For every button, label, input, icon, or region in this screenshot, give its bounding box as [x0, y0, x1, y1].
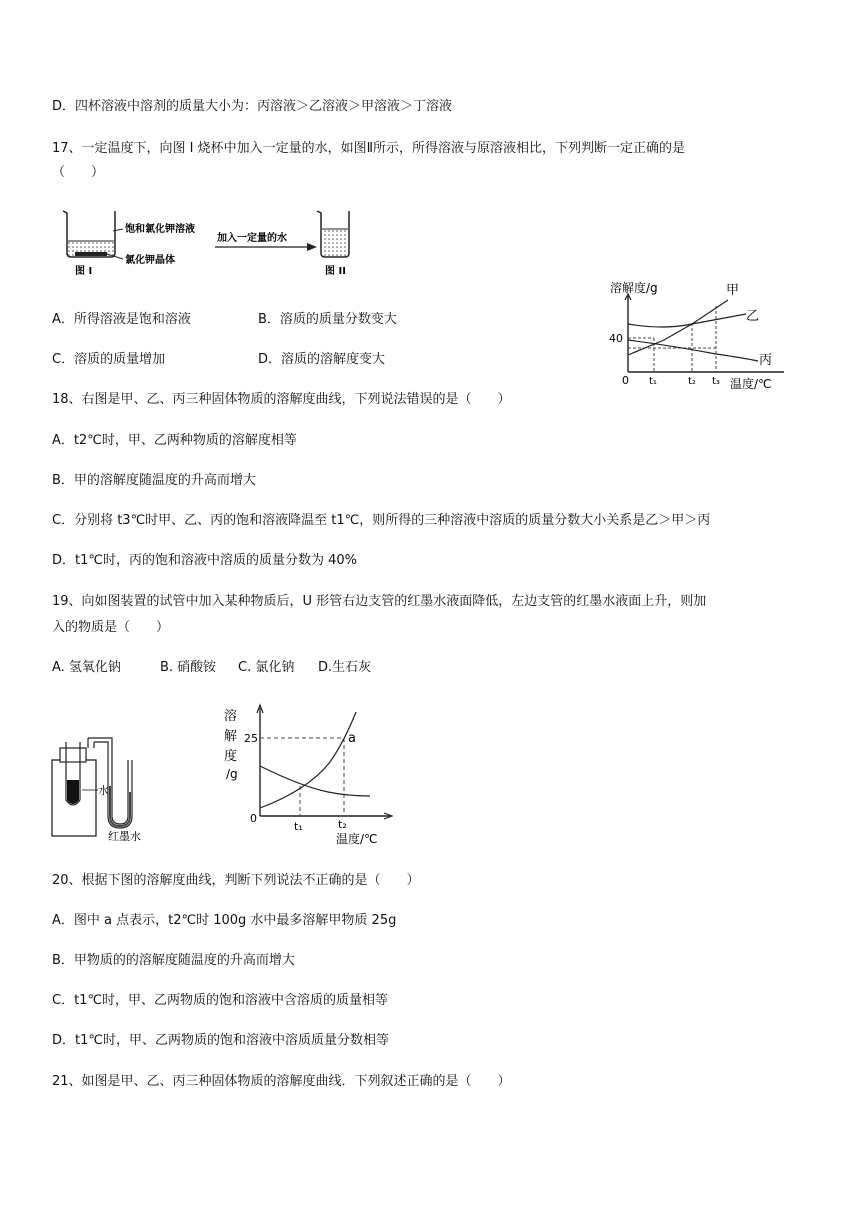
caption-figure-1: 图 I: [75, 266, 93, 275]
q17-stem-line1: 17、一定温度下，向图 I 烧杯中加入一定量的水，如图Ⅱ所示，所得溶液与原溶液相比，下列判断一定正确的是: [52, 141, 686, 156]
q18-stem: 18、右图是甲、乙、丙三种固体物质的溶解度曲线，下列说法错误的是（ ）: [52, 392, 511, 407]
q20-origin: 0: [250, 812, 257, 825]
q18-option-c: C．分别将 t3℃时甲、乙、丙的饱和溶液降温至 t1℃，则所得的三种溶液中溶质的质量分数大小关系是乙＞甲＞丙: [52, 513, 711, 528]
beaker-2: [317, 211, 349, 257]
q18-tick-t3: t₃: [712, 376, 720, 387]
q18-curve-yi: [628, 314, 746, 327]
label-add-water: 加入一定量的水: [217, 233, 287, 244]
q18-ylabel: 溶解度/g: [610, 281, 658, 295]
stopper: [60, 748, 86, 762]
q20-stem: 20、根据下图的溶解度曲线，判断下列说法不正确的是（ ）: [52, 873, 420, 888]
q20-curve-yi: [260, 766, 370, 796]
q20-xlabel: 温度/℃: [336, 832, 378, 846]
q20-ylabel-1: 溶: [224, 709, 238, 724]
q18-origin: 0: [622, 374, 629, 387]
test-tube-liquid: [67, 780, 79, 804]
q20-ylabel-4: /g: [226, 767, 238, 781]
q18-option-d: D．t1℃时，丙的饱和溶液中溶质的质量分数为 40%: [52, 553, 358, 568]
q20-option-a: A．图中 a 点表示，t2℃时 100g 水中最多溶解甲物质 25g: [52, 913, 397, 928]
label-kcl-crystal: 氯化钾晶体: [125, 255, 175, 266]
q18-y-tick-40: 40: [609, 332, 623, 345]
q18-option-b: B．甲的溶解度随温度的升高而增大: [52, 473, 256, 488]
q19-option-b: B. 硝酸铵: [160, 660, 217, 675]
q20-option-d: D．t1℃时，甲、乙两物质的饱和溶液中溶质质量分数相等: [52, 1033, 389, 1048]
q19-stem-line1: 19、向如图装置的试管中加入某种物质后，U 形管右边支管的红墨水液面降低，左边支管的红墨水液面上升，则加: [52, 594, 707, 609]
q18-option-a: A．t2℃时，甲、乙两种物质的溶解度相等: [52, 433, 297, 448]
q19-stem-line2: 入的物质是（ ）: [52, 620, 170, 635]
q17-beaker-figure: [55, 205, 355, 275]
q20-tick-t2: t₂: [338, 818, 347, 831]
q20-solubility-graph: [218, 700, 403, 848]
q20-tick-t1: t₁: [294, 820, 303, 833]
q17-option-c: C．溶质的质量增加: [52, 352, 166, 367]
q20-curve-jia: [260, 712, 356, 808]
q20-option-b: B．甲物质的的溶解度随温度的升高而增大: [52, 953, 295, 968]
label-red-ink: 红墨水: [108, 830, 141, 842]
q20-point-a: a: [348, 731, 356, 746]
q17-option-b: B．溶质的质量分数变大: [258, 312, 397, 327]
beaker-1: [63, 211, 115, 257]
label-saturated-kcl: 饱和氯化钾溶液: [125, 224, 195, 235]
q16-option-d: D．四杯溶液中溶剂的质量大小为：丙溶液＞乙溶液＞甲溶液＞丁溶液: [52, 99, 453, 114]
q20-ylabel-2: 解: [224, 729, 238, 744]
q20-option-c: C．t1℃时，甲、乙两物质的饱和溶液中含溶质的质量相等: [52, 993, 389, 1008]
q20-ylabel-3: 度: [224, 749, 238, 764]
q18-label-jia: 甲: [726, 283, 740, 298]
q21-stem: 21、如图是甲、乙、丙三种固体物质的溶解度曲线．下列叙述正确的是（ ）: [52, 1074, 511, 1089]
q19-option-d: D.生石灰: [318, 660, 372, 675]
connecting-tube: [88, 738, 112, 748]
q18-curve-bing: [628, 340, 758, 361]
q17-stem-line2: （ ）: [52, 165, 105, 180]
q19-option-a: A. 氢氧化钠: [52, 660, 121, 675]
q18-tick-t2: t₂: [688, 376, 696, 387]
q19-option-c: C. 氯化钠: [238, 660, 295, 675]
q20-y-tick-25: 25: [244, 732, 258, 745]
q18-xlabel: 温度/℃: [730, 377, 772, 391]
caption-figure-2: 图 II: [325, 266, 346, 275]
label-water: 水: [98, 784, 109, 797]
q18-label-bing: 丙: [759, 353, 773, 368]
q19-apparatus: [48, 720, 178, 842]
q18-label-yi: 乙: [746, 309, 760, 324]
q18-tick-t1: t₁: [649, 376, 657, 387]
q18-solubility-graph: [604, 278, 794, 392]
q17-option-d: D．溶质的溶解度变大: [258, 352, 386, 367]
q17-option-a: A．所得溶液是饱和溶液: [52, 312, 191, 327]
